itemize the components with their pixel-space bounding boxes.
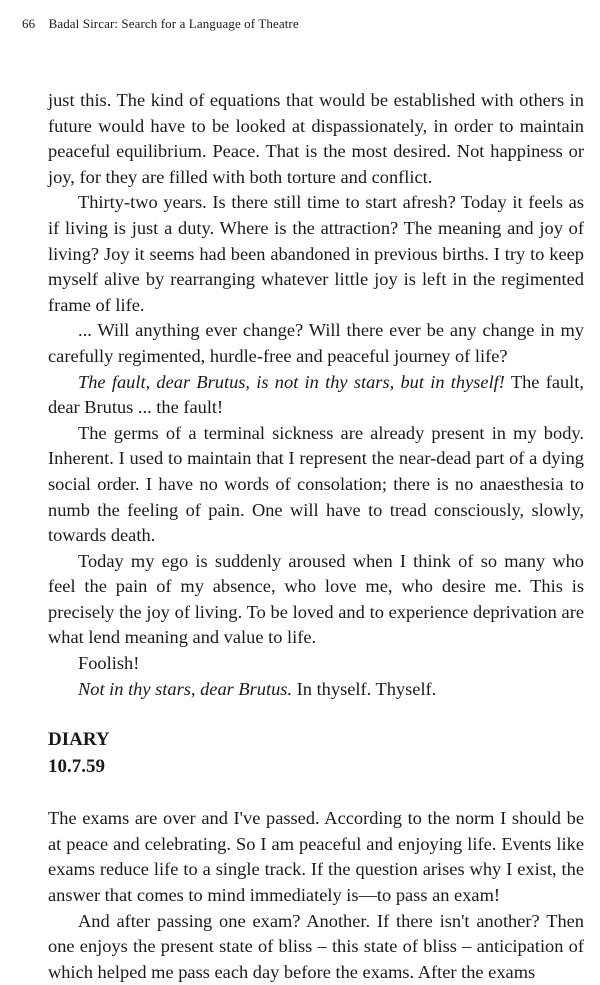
paragraph-4 (48, 370, 584, 421)
diary-date: 10.7.59 (48, 756, 105, 778)
page-number: 66 (22, 16, 36, 31)
diary-paragraph-1: The exams are over and I've passed. According to the norm I should be at peace and celebrating. So I am peaceful and enjoying life. Events like exams reduce life to a single track. If the question arises why I exist, the answer that comes to mind immediately is—to pass an exam! (48, 808, 584, 906)
paragraph-2: Thirty-two years. Is there still time to start afresh? Today it feels as if living is just a duty. Where is the attraction? The meaning and joy of living? Joy it seems had been abandoned in previous births. I try to keep myself alive by rearranging whatever little joy is left in the regimented frame of life. (48, 192, 584, 315)
quote-continuation: The fault, dear Brutus ... the fault! (48, 371, 584, 418)
quote-italic: The fault, dear Brutus, is not in thy stars, but in thyself! (78, 371, 505, 392)
paragraph-7: Foolish! (78, 653, 140, 674)
running-header (22, 16, 299, 32)
diary-heading-block (48, 726, 584, 780)
page-body (48, 88, 584, 985)
paragraph-3: ... Will anything ever change? Will there ever be any change in my carefully regimented, hurdle-free and peaceful journey of life? (48, 320, 584, 366)
diary-heading: DIARY (48, 729, 110, 751)
paragraph-6: Today my ego is suddenly aroused when I think of so many who feel the pain of my absence, who love me, who desire me. This is precisely the joy of living. To be loved and to experience deprivation are what lend meaning and value to life. (48, 550, 584, 648)
paragraph-8 (48, 677, 584, 703)
diary-paragraph-2: And after passing one exam? Another. If there isn't another? Then one enjoys the present state of bliss – this state of bliss – anticipation of which helped me pass each day before the exams. After the exams (48, 910, 584, 982)
paragraph-5: The germs of a terminal sickness are already present in my body. Inherent. I used to maintain that I represent the near-dead part of a dying social order. I have no words of consolation; there is no anaesthesia to numb the feeling of pain. One will have to tread consciously, slowly, towards death. (48, 422, 584, 546)
quote-italic-2: Not in thy stars, dear Brutus. (78, 678, 293, 699)
quote-continuation-2: In thyself. Thyself. (292, 678, 437, 699)
paragraph-1: just this. The kind of equations that would be established with others in future would have to be looked at dispassionately, in order to maintain peaceful equilibrium. Peace. That is the most desired. Not happiness or joy, for they are filled with both torture and conflict. (48, 90, 584, 187)
running-title: Badal Sircar: Search for a Language of Theatre (48, 16, 299, 31)
